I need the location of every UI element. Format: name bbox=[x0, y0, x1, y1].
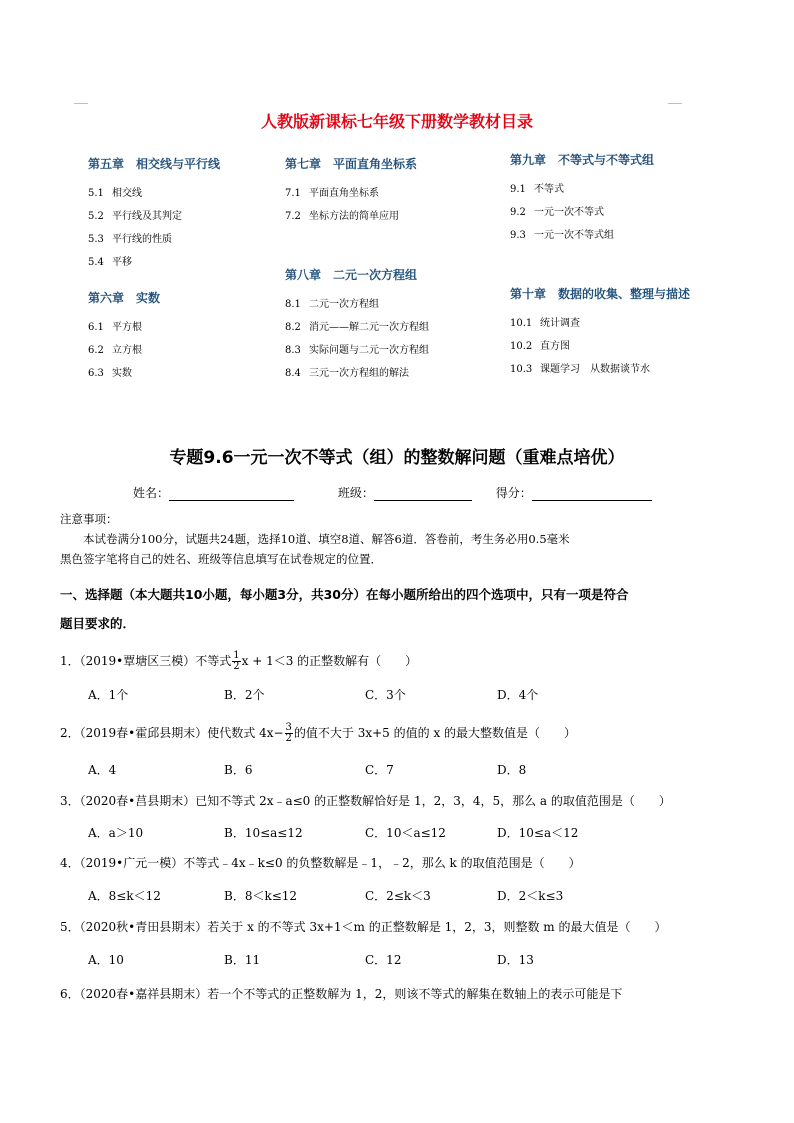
section-item: 6.2 立方根 bbox=[88, 345, 142, 356]
chapter-title: 第五章 相交线与平行线 bbox=[88, 157, 221, 171]
section-item: 8.1 二元一次方程组 bbox=[285, 299, 379, 310]
option-c[interactable]: C．3个 bbox=[365, 688, 406, 702]
toc-column-2 bbox=[285, 155, 495, 390]
option-b[interactable]: B．11 bbox=[224, 953, 261, 967]
chapter-title: 第八章 二元一次方程组 bbox=[285, 268, 418, 282]
section-item: 7.2 坐标方法的简单应用 bbox=[285, 211, 399, 222]
option-a[interactable]: A．1个 bbox=[88, 688, 129, 702]
option-d[interactable]: D．13 bbox=[497, 953, 534, 967]
question-4: 4．（2019•广元一模）不等式﹣4x﹣k≤0 的负整数解是﹣1，﹣2，那么 k 的取值范围是（ ） bbox=[60, 856, 581, 870]
question-1: 1．（2019•覃塘区三模）不等式 $\frac{1}{2}$ x + 1＜3 的正整数解有（ ） bbox=[60, 650, 418, 672]
notes-heading: 注意事项： bbox=[60, 512, 118, 526]
section-item: 6.1 平方根 bbox=[88, 322, 142, 333]
header-corner-right bbox=[668, 103, 682, 104]
option-a[interactable]: A．10 bbox=[88, 953, 124, 967]
chapter-title: 第六章 实数 bbox=[88, 291, 161, 305]
toc-column-1 bbox=[88, 155, 298, 390]
section-item: 9.3 一元一次不等式组 bbox=[510, 230, 614, 241]
section-item: 10.1 统计调查 bbox=[510, 318, 580, 329]
section-item: 7.1 平面直角坐标系 bbox=[285, 188, 379, 199]
option-d[interactable]: D．4个 bbox=[497, 688, 539, 702]
section-item: 10.3 课题学习 从数据谈节水 bbox=[510, 364, 650, 375]
section-item: 6.3 实数 bbox=[88, 368, 132, 379]
section-heading: 一、选择题（本大题共10小题，每小题3分，共30分）在每小题所给出的四个选项中，只有一项是符合 题目要求的． bbox=[60, 587, 629, 631]
option-c[interactable]: C．10＜a≤12 bbox=[365, 826, 446, 840]
option-a[interactable]: A．4 bbox=[88, 763, 117, 777]
student-info-row bbox=[133, 484, 652, 501]
option-c[interactable]: C．2≤k＜3 bbox=[365, 889, 431, 903]
question-3: 3．（2020春•莒县期末）已知不等式 2x﹣a≤0 的正整数解恰好是 1，2，3，4，5，那么 a 的取值范围是（ ） bbox=[60, 794, 671, 808]
chapter-title: 第十章 数据的收集、整理与描述 bbox=[510, 287, 691, 301]
chapter-title: 第七章 平面直角坐标系 bbox=[285, 157, 418, 171]
option-b[interactable]: B．10≤a≤12 bbox=[224, 826, 303, 840]
notes-body: 黑色签字笔将自己的姓名、班级等信息填写在试卷规定的位置． bbox=[60, 552, 382, 566]
fraction: $\frac{1}{2}$ bbox=[233, 650, 240, 672]
chapter-title: 第九章 不等式与不等式组 bbox=[510, 153, 655, 167]
section-item: 5.1 相交线 bbox=[88, 188, 142, 199]
notes bbox=[60, 509, 760, 569]
name-label: 姓名： bbox=[133, 486, 170, 500]
question-2: 2．（2019春•霍邱县期末）使代数式 4x− $\frac{3}{2}$ 的值不大于 3x+5 的值的 x 的最大整数值是（ ） bbox=[60, 722, 577, 744]
section-item: 8.4 三元一次方程组的解法 bbox=[285, 368, 409, 379]
option-d[interactable]: D．8 bbox=[497, 763, 527, 777]
section-item: 5.3 平行线的性质 bbox=[88, 234, 172, 245]
name-field[interactable] bbox=[169, 486, 294, 501]
score-field[interactable] bbox=[532, 486, 652, 501]
fraction: $\frac{3}{2}$ bbox=[285, 722, 292, 744]
toc-column-3 bbox=[510, 151, 740, 386]
section-item: 9.1 不等式 bbox=[510, 184, 564, 195]
question-6: 6．（2020春•嘉祥县期末）若一个不等式的正整数解为 1，2，则该不等式的解集在数轴上的表示可能是下 bbox=[60, 987, 623, 1001]
section-item: 5.2 平行线及其判定 bbox=[88, 211, 182, 222]
option-d[interactable]: D．10≤a＜12 bbox=[497, 826, 579, 840]
section-item: 10.2 直方图 bbox=[510, 341, 570, 352]
score-label: 得分： bbox=[495, 486, 532, 500]
class-field[interactable] bbox=[374, 486, 472, 501]
option-b[interactable]: B．8＜k≤12 bbox=[224, 889, 298, 903]
document-title: 专题9.6一元一次不等式（组）的整数解问题（重难点培优） bbox=[169, 448, 625, 468]
option-c[interactable]: C．12 bbox=[365, 953, 402, 967]
class-label: 班级： bbox=[337, 486, 374, 500]
option-a[interactable]: A．a＞10 bbox=[88, 826, 144, 840]
option-b[interactable]: B．6 bbox=[224, 763, 253, 777]
section-item: 8.3 实际问题与二元一次方程组 bbox=[285, 345, 429, 356]
section-item: 5.4 平移 bbox=[88, 257, 132, 268]
section-item: 9.2 一元一次不等式 bbox=[510, 207, 604, 218]
option-c[interactable]: C．7 bbox=[365, 763, 394, 777]
header-corner-left bbox=[74, 103, 88, 104]
option-d[interactable]: D．2＜k≤3 bbox=[497, 889, 564, 903]
option-a[interactable]: A．8≤k＜12 bbox=[88, 889, 161, 903]
notes-body: 本试卷满分100分，试题共24题，选择10道、填空8道、解答6道．答卷前，考生务必用0.5毫米 bbox=[83, 532, 570, 546]
question-5: 5．（2020秋•青田县期末）若关于 x 的不等式 3x+1＜m 的正整数解是 1，2，3，则整数 m 的最大值是（ ） bbox=[60, 920, 667, 934]
toc-title: 人教版新课标七年级下册数学教材目录 bbox=[260, 112, 533, 131]
section-item: 8.2 消元——解二元一次方程组 bbox=[285, 322, 429, 333]
option-b[interactable]: B．2个 bbox=[224, 688, 265, 702]
